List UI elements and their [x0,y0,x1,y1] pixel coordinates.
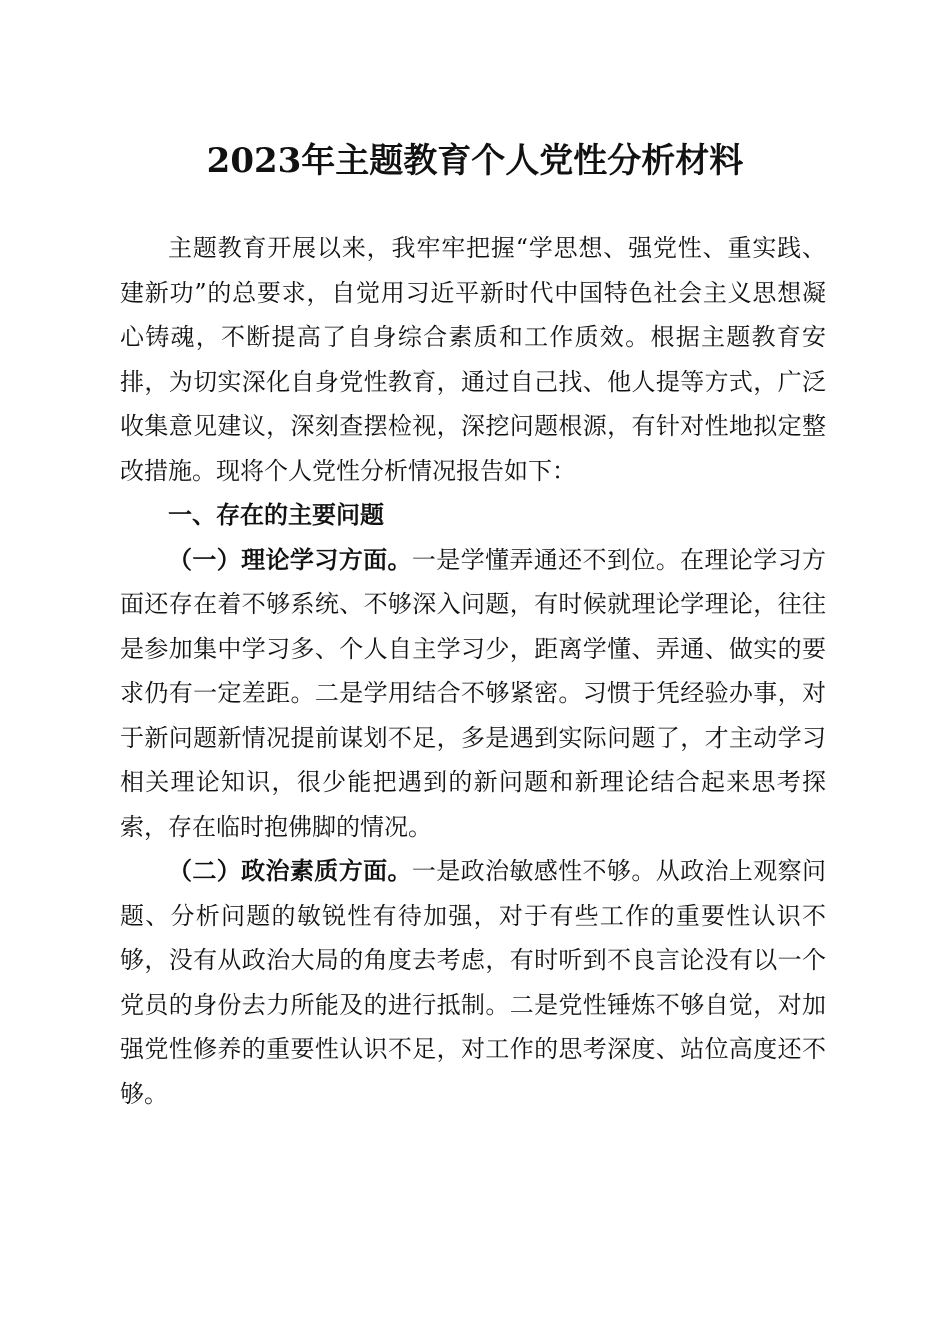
subsection-lead: （二）政治素质方面。 [168,856,412,885]
subsection-theory-study [120,538,826,850]
document-body [120,226,826,1116]
subsection-lead: （一）理论学习方面。 [168,544,412,574]
intro-paragraph: 主题教育开展以来，我牢牢把握“学思想、强党性、重实践、建新功”的总要求，自觉用习近平新时代中国特色社会主义思想凝心铸魂，不断提高了自身综合素质和工作质效。根据主题教育安排，为切实深化自身党性教育，通过自己找、他人提等方式，广泛收集意见建议，深刻查摆检视，深挖问题根源，有针对性地拟定整改措施。现将个人党性分析情况报告如下： [120,234,826,485]
subsection-political-quality [120,849,826,1116]
section-heading: 一、存在的主要问题 [168,501,384,529]
subsection-text: 一是政治敏感性不够。从政治上观察问题、分析问题的敏锐性有待加强，对于有些工作的重要性认识不够，没有从政治大局的角度去考虑，有时听到不良言论没有以一个党员的身份去力所能及的进行抵制。二是党性锤炼不够自觉，对加强党性修养的重要性认识不足，对工作的思考深度、站位高度还不够。 [120,857,827,1108]
document-title: 2023年主题教育个人党性分析材料 [206,141,744,181]
subsection-text: 一是学懂弄通还不到位。在理论学习方面还存在着不够系统、不够深入问题，有时候就理论学理论，往往是参加集中学习多、个人自主学习少，距离学懂、弄通、做实的要求仍有一定差距。二是学用结合不够紧密。习惯于凭经验办事，对于新问题新情况提前谋划不足，多是遇到实际问题了，才主动学习相关理论知识，很少能把遇到的新问题和新理论结合起来思考探索，存在临时抱佛脚的情况。 [120,545,827,841]
